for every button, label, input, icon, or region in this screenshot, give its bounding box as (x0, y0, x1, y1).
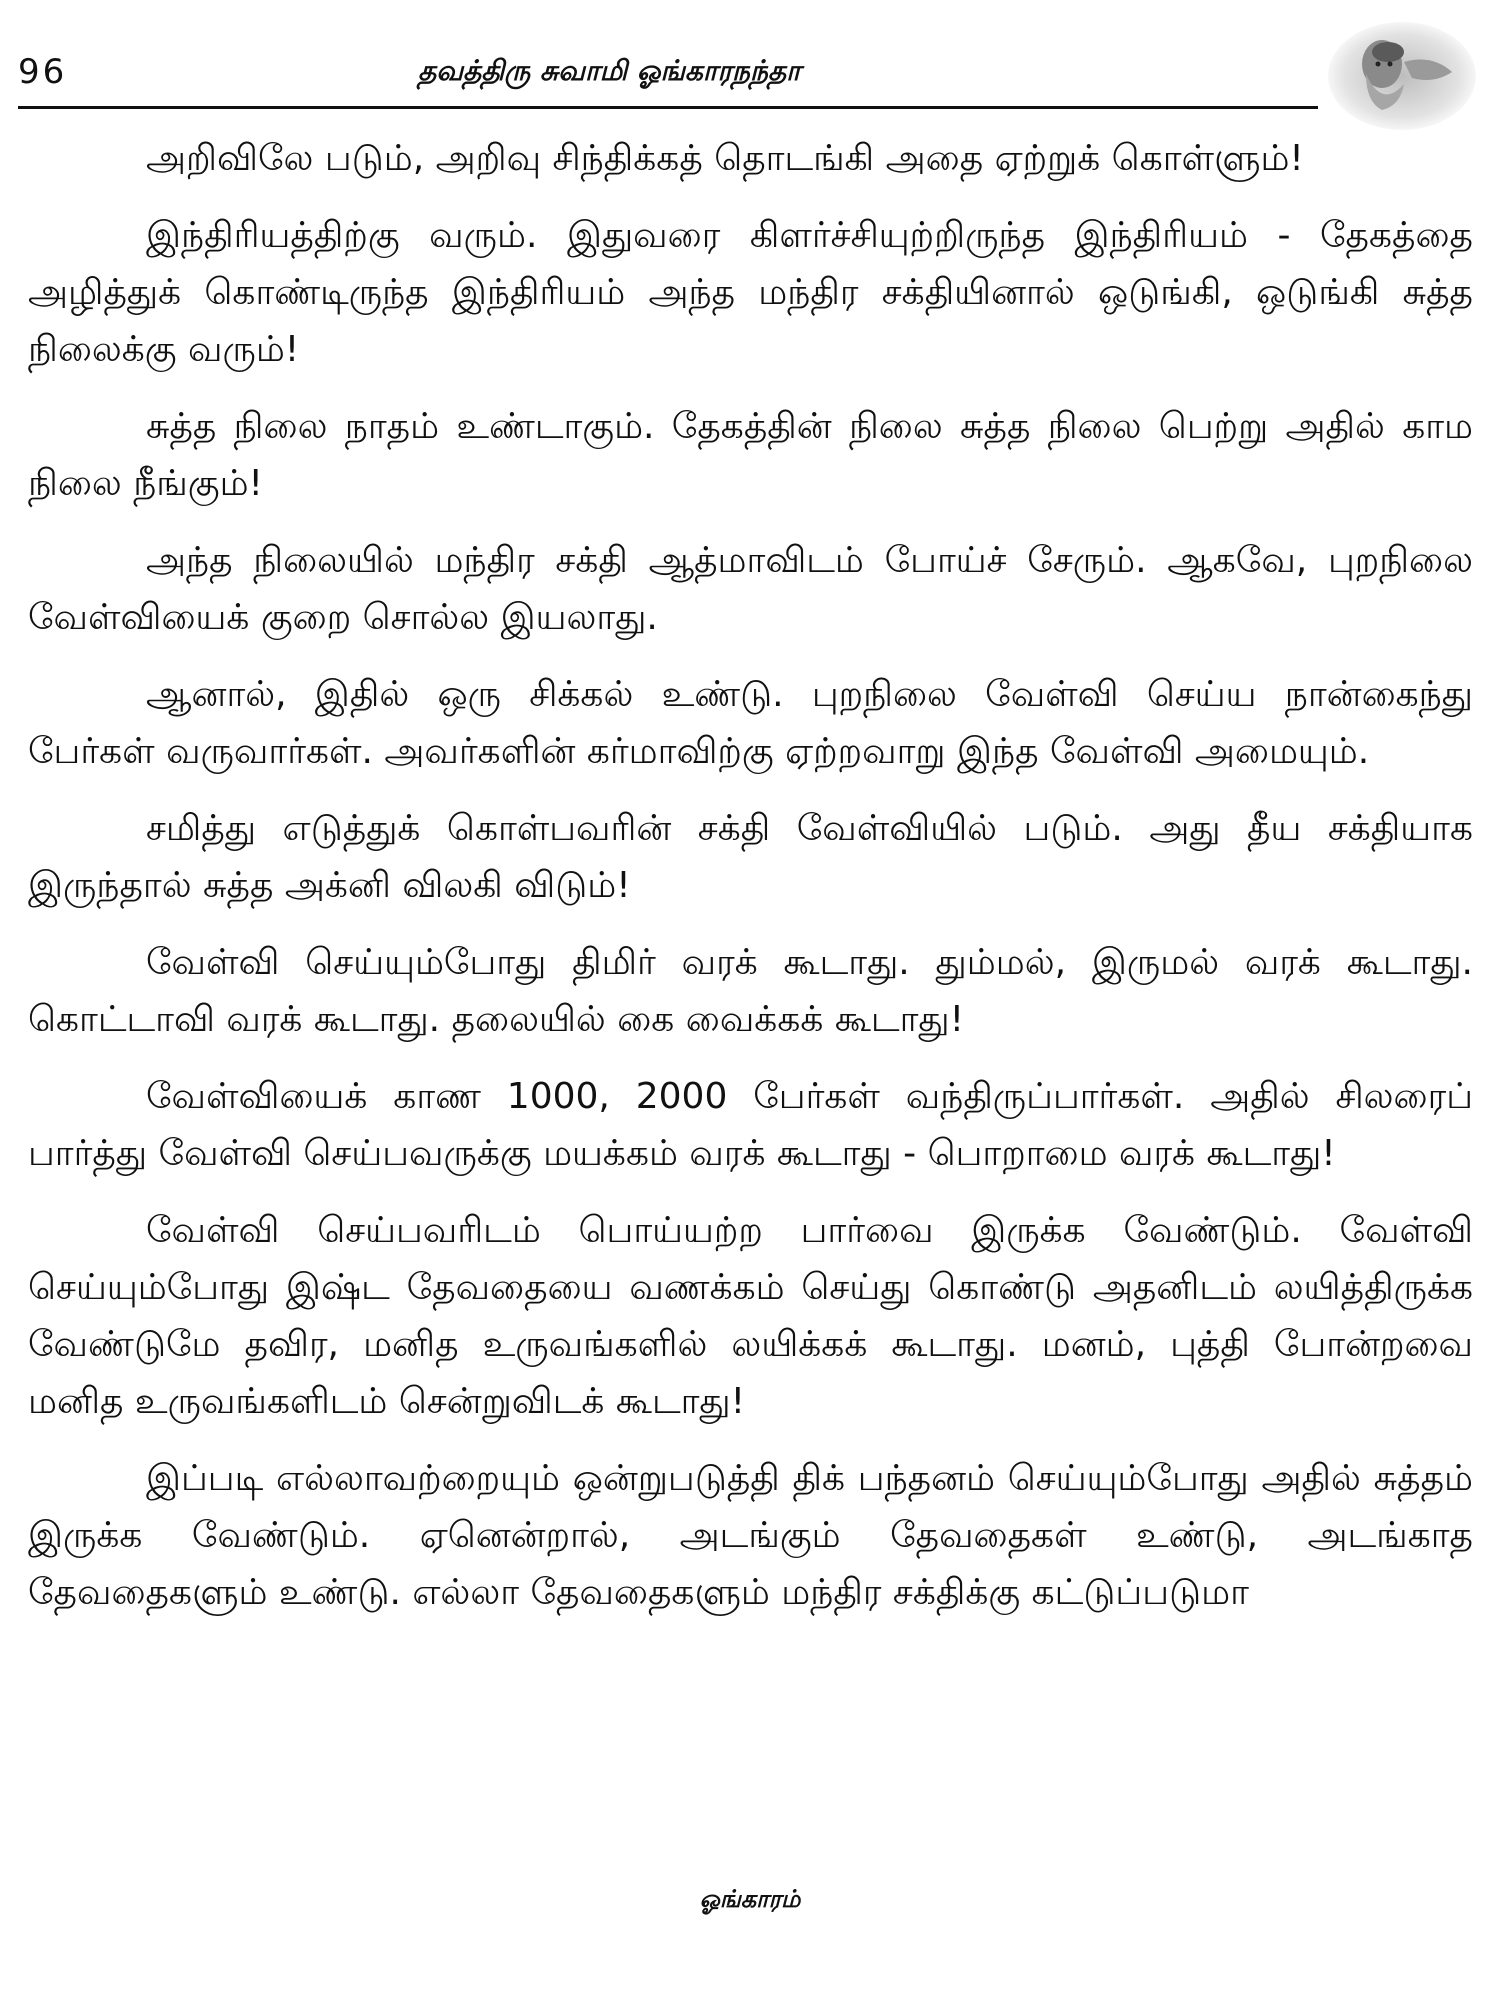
page-header (18, 50, 1318, 109)
page-number: 96 (18, 52, 68, 92)
page-footer: ஓங்காரம் (699, 1885, 801, 1913)
paragraph: சமித்து எடுத்துக் கொள்பவரின் சக்தி வேள்வியில் படும். அது தீய சக்தியாக இருந்தால் சுத்த அக்னி விலகி விடும்! (28, 808, 1473, 906)
paragraph: வேள்வி செய்பவரிடம் பொய்யற்ற பார்வை இருக்க வேண்டும். வேள்வி செய்யும்போது இஷ்ட தேவதையை வணக்கம் செய்து கொண்டு அதனிடம் லயித்திருக்க வேண்டுமே தவிர, மனித உருவங்களில் லயிக்கக் கூடாது. மனம், புத்தி போன்றவை மனித உருவங்களிடம் சென்றுவிடக் கூடாது! (28, 1210, 1473, 1422)
paragraph: ஆனால், இதில் ஒரு சிக்கல் உண்டு. புறநிலை வேள்வி செய்ய நான்கைந்து பேர்கள் வருவார்கள். அவர்களின் கர்மாவிற்கு ஏற்றவாறு இந்த வேள்வி அமையும். (28, 674, 1473, 772)
paragraph: அந்த நிலையில் மந்திர சக்தி ஆத்மாவிடம் போய்ச் சேரும். ஆகவே, புறநிலை வேள்வியைக் குறை சொல்ல இயலாது. (28, 540, 1473, 638)
author-portrait-icon (1322, 14, 1480, 134)
paragraph: இந்திரியத்திற்கு வரும். இதுவரை கிளர்ச்சியுற்றிருந்த இந்திரியம் - தேகத்தை அழித்துக் கொண்டிருந்த இந்திரியம் அந்த மந்திர சக்தியினால் ஒடுங்கி, ஒடுங்கி சுத்த நிலைக்கு வரும்! (28, 215, 1473, 370)
body-text (28, 130, 1473, 1641)
running-title: தவத்திரு சுவாமி ஓங்காரநந்தா (418, 54, 801, 87)
paragraph: வேள்வி செய்யும்போது திமிர் வரக் கூடாது. தும்மல், இருமல் வரக் கூடாது. கொட்டாவி வரக் கூடாது. தலையில் கை வைக்கக் கூடாது! (28, 942, 1473, 1040)
paragraph: சுத்த நிலை நாதம் உண்டாகும். தேகத்தின் நிலை சுத்த நிலை பெற்று அதில் காம நிலை நீங்கும்! (28, 406, 1473, 504)
paragraph: இப்படி எல்லாவற்றையும் ஒன்றுபடுத்தி திக் பந்தனம் செய்யும்போது அதில் சுத்தம் இருக்க வேண்டும். ஏனென்றால், அடங்கும் தேவதைகள் உண்டு, அடங்காத தேவதைகளும் உண்டு. எல்லா தேவதைகளும் மந்திர சக்திக்கு கட்டுப்படுமா (28, 1458, 1473, 1613)
paragraph: அறிவிலே படும், அறிவு சிந்திக்கத் தொடங்கி அதை ஏற்றுக் கொள்ளும்! (146, 138, 1304, 179)
paragraph: வேள்வியைக் காண 1000, 2000 பேர்கள் வந்திருப்பார்கள். அதில் சிலரைப் பார்த்து வேள்வி செய்பவருக்கு மயக்கம் வரக் கூடாது - பொறாமை வரக் கூடாது! (28, 1076, 1473, 1174)
